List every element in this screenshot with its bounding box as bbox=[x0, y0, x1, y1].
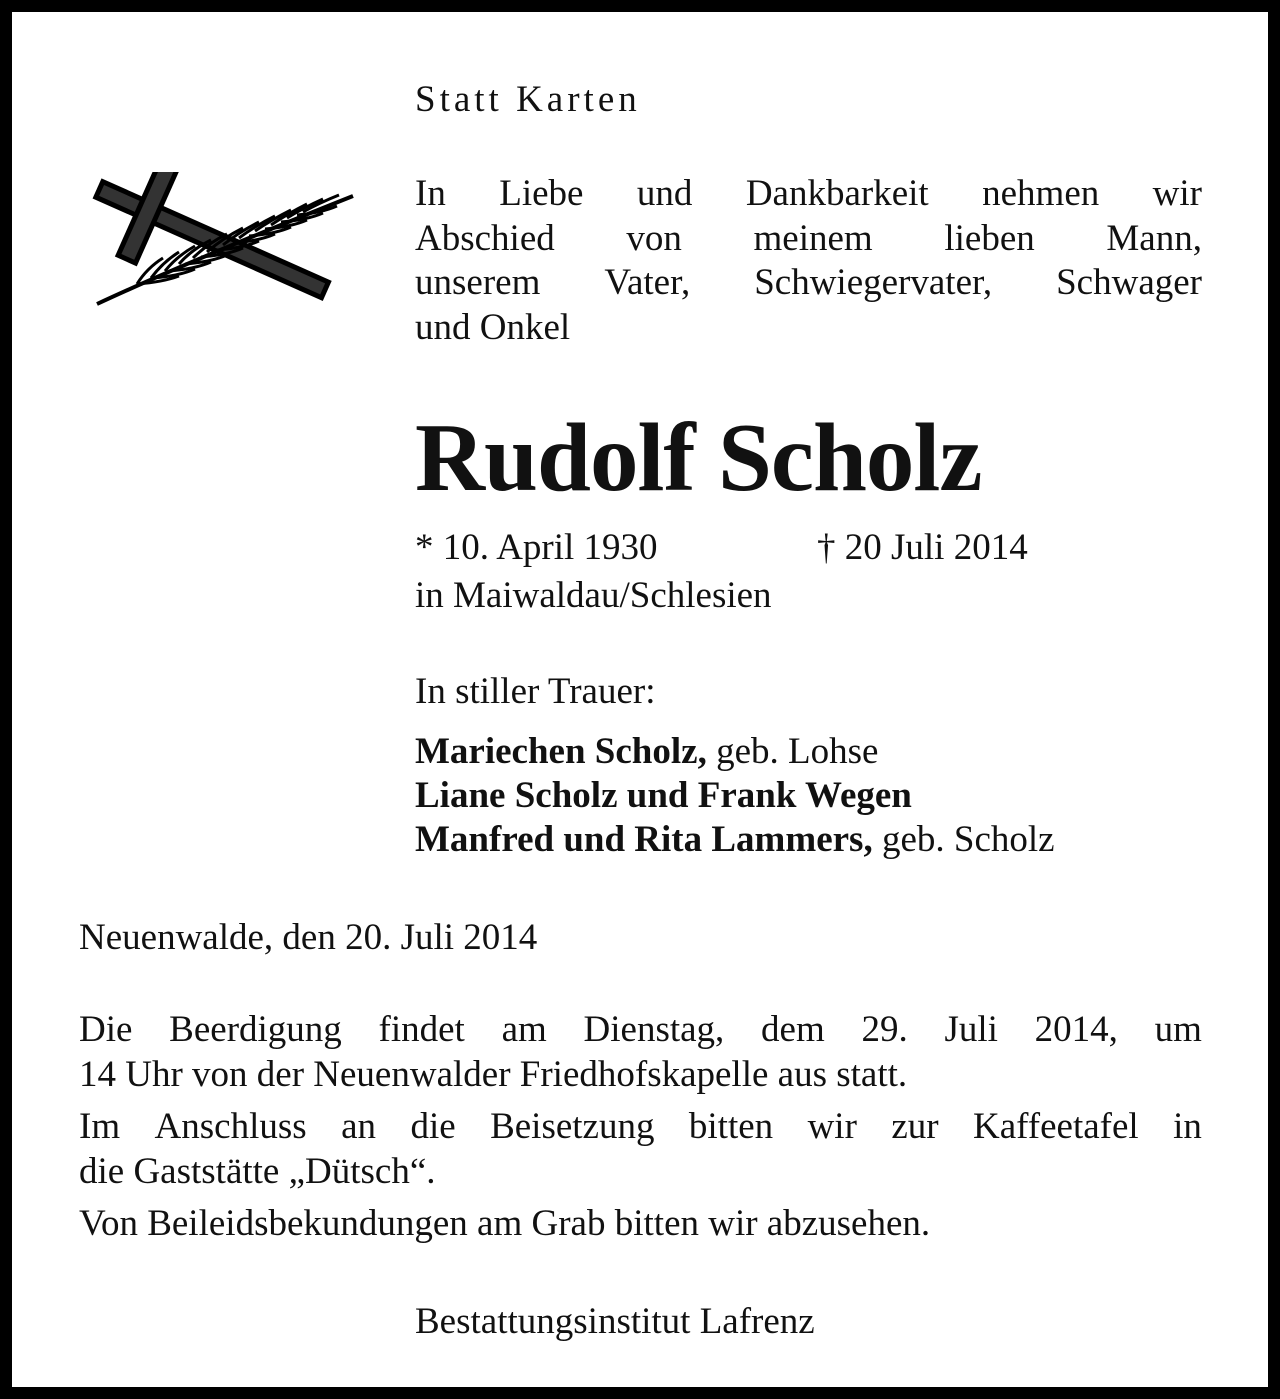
intro-line bbox=[415, 261, 1202, 306]
word: um bbox=[1154, 1009, 1202, 1050]
word: Kaffeetafel bbox=[973, 1106, 1139, 1147]
word: unserem bbox=[415, 262, 541, 303]
mourner-entry bbox=[415, 818, 1055, 862]
word: Beisetzung bbox=[490, 1106, 655, 1147]
mourner-name: Liane Scholz und Frank Wegen bbox=[415, 775, 912, 816]
cross-with-palm-frond-icon bbox=[67, 172, 357, 312]
word: 2014, bbox=[1034, 1009, 1118, 1050]
word: an bbox=[341, 1106, 377, 1147]
mourner-name: Manfred und Rita Lammers, bbox=[415, 819, 873, 860]
word: die bbox=[410, 1106, 456, 1147]
word: Schwiegervater, bbox=[754, 262, 993, 303]
intro-text bbox=[415, 172, 1202, 350]
word: nehmen bbox=[982, 173, 1100, 214]
word: 29. bbox=[861, 1009, 908, 1050]
word: meinem bbox=[753, 217, 873, 259]
mourner-detail: geb. Lohse bbox=[706, 731, 879, 772]
funeral-line bbox=[79, 1105, 1202, 1150]
funeral-line bbox=[79, 1008, 1202, 1053]
birth-date: * 10. April 1930 bbox=[415, 527, 658, 568]
funeral-last-line: die Gaststätte „Dütsch“. bbox=[79, 1150, 436, 1192]
word: Die bbox=[79, 1009, 133, 1050]
word: Dankbarkeit bbox=[745, 173, 929, 214]
word: am bbox=[501, 1009, 547, 1050]
mourner-detail: geb. Scholz bbox=[872, 819, 1055, 860]
funeral-paragraph bbox=[79, 1008, 1202, 1097]
word: von bbox=[626, 217, 682, 259]
undertaker-name: Bestattungsinstitut Lafrenz bbox=[415, 1301, 815, 1342]
birthplace: in Maiwaldau/Schlesien bbox=[415, 575, 772, 616]
intro-line bbox=[415, 172, 1202, 217]
funeral-paragraph bbox=[79, 1105, 1202, 1194]
word: Mann, bbox=[1106, 217, 1202, 259]
word: in bbox=[1173, 1106, 1202, 1147]
word: bitten bbox=[688, 1106, 774, 1147]
mourner-entry bbox=[415, 774, 1055, 818]
word: Im bbox=[79, 1106, 121, 1147]
funeral-last-line: 14 Uhr von der Neuenwalder Friedhofskapelle aus statt. bbox=[79, 1053, 908, 1095]
funeral-details bbox=[79, 1008, 1202, 1255]
mourner-entry bbox=[415, 730, 1055, 774]
word: Dienstag, bbox=[583, 1009, 725, 1050]
word: In bbox=[415, 173, 446, 214]
word: wir bbox=[1152, 173, 1202, 214]
mourners-heading: In stiller Trauer: bbox=[415, 671, 656, 712]
word: dem bbox=[761, 1009, 825, 1050]
word: Anschluss bbox=[154, 1106, 307, 1147]
word: lieben bbox=[944, 217, 1035, 259]
statt-karten-label: Statt Karten bbox=[415, 79, 641, 120]
word: Schwager bbox=[1056, 262, 1202, 303]
mourner-name: Mariechen Scholz, bbox=[415, 731, 707, 772]
funeral-paragraph: Von Beileidsbekundungen am Grab bitten wir abzusehen. bbox=[79, 1203, 931, 1244]
deceased-name: Rudolf Scholz bbox=[415, 404, 982, 511]
word: findet bbox=[378, 1009, 465, 1050]
word: zur bbox=[891, 1106, 939, 1147]
place-and-date: Neuenwalde, den 20. Juli 2014 bbox=[79, 917, 538, 958]
word: wir bbox=[807, 1106, 857, 1147]
intro-last-line: und Onkel bbox=[415, 306, 571, 348]
word: Vater, bbox=[604, 262, 691, 303]
mourners-list bbox=[415, 730, 1055, 862]
word: Liebe bbox=[499, 173, 584, 214]
word: und bbox=[636, 173, 693, 214]
word: Abschied bbox=[415, 217, 555, 259]
death-date: † 20 Juli 2014 bbox=[817, 527, 1028, 568]
intro-line bbox=[415, 217, 1202, 262]
word: Beerdigung bbox=[169, 1009, 342, 1050]
word: Juli bbox=[944, 1009, 998, 1050]
